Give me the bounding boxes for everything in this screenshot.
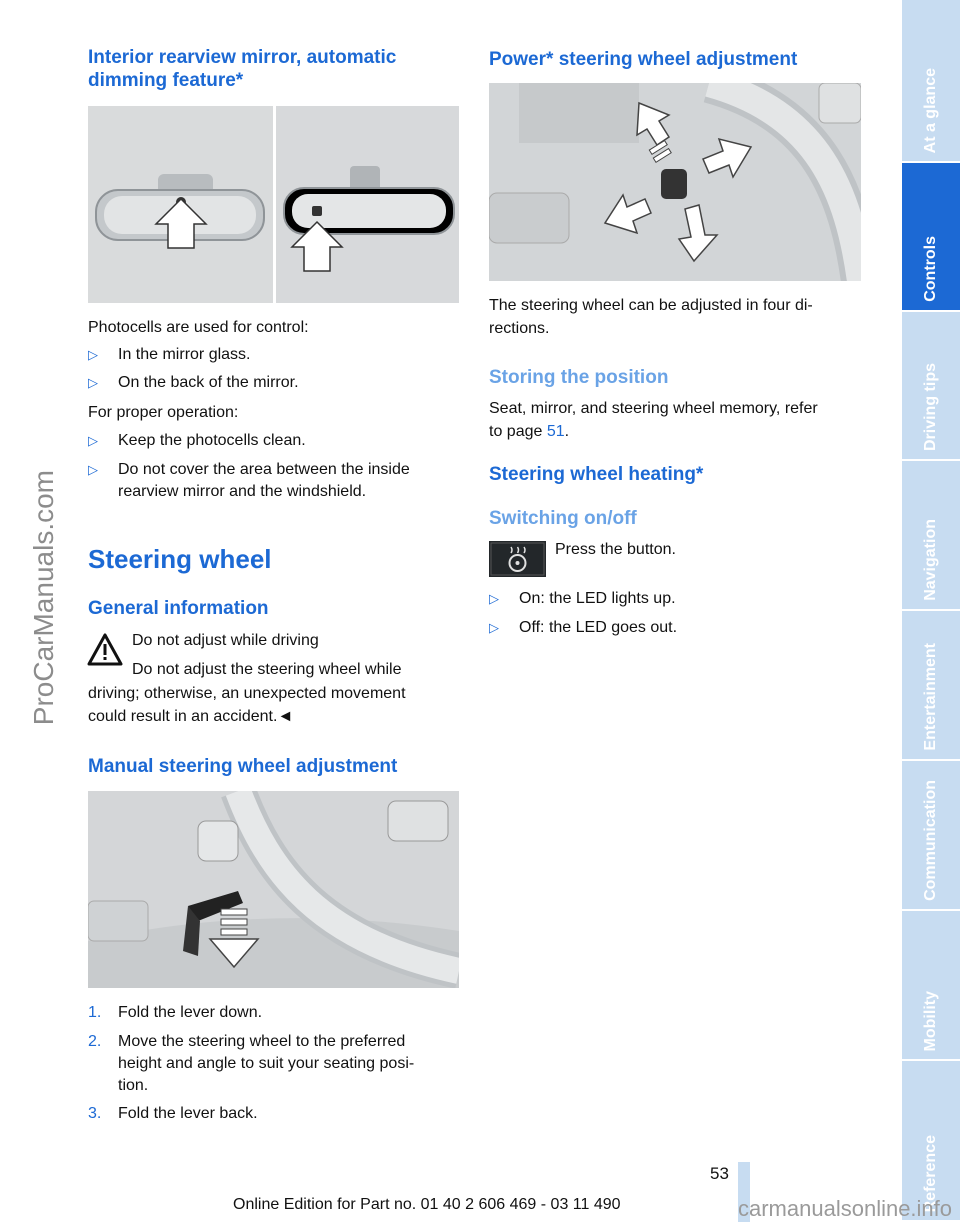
list-item: ▷ Off: the LED goes out.: [489, 617, 859, 639]
warning-heading: Do not adjust while driving: [132, 632, 319, 649]
bullet-icon: ▷: [88, 347, 98, 362]
bullet-icon: ▷: [88, 433, 98, 448]
bullet-icon: ▷: [88, 462, 98, 477]
page-number: 53: [710, 1164, 729, 1183]
list-item: ▷ On the back of the mirror.: [88, 372, 458, 394]
power-text-line2: rections.: [489, 320, 550, 337]
proper-operation-label: For proper operation:: [88, 404, 239, 421]
warning-text-line1: Do not adjust the steering wheel while: [132, 661, 402, 678]
mirror-section-title: [88, 46, 458, 92]
list-item: 1. Fold the lever down.: [88, 1004, 263, 1021]
mirror-illustration: [88, 106, 459, 303]
heating-title: Steering wheel heating*: [489, 464, 704, 485]
manual-adjust-title: Manual steering wheel adjustment: [88, 756, 398, 777]
list-item: 3. Fold the lever back.: [88, 1105, 258, 1122]
tab-navigation[interactable]: Navigation: [902, 461, 960, 611]
watermark-text: ProCarManuals.com: [28, 470, 59, 726]
storing-text-line2: to page 51.: [489, 423, 570, 440]
mirror-title-line1: Interior rearview mirror, automatic: [88, 47, 397, 68]
switching-title: Switching on/off: [489, 508, 637, 529]
site-watermark: carmanualsonline.info: [738, 1196, 953, 1221]
heating-button-icon: [489, 541, 546, 577]
mirror-title-line2: dimming feature*: [88, 70, 244, 91]
tab-mobility[interactable]: Mobility: [902, 911, 960, 1061]
list-item: ▷ Do not cover the area between the inside rearview mirror and the windshield.: [88, 461, 410, 500]
edition-text: Online Edition for Part no. 01 40 2 606 469 - 03 11 490: [233, 1196, 621, 1213]
power-adjust-illustration: [489, 83, 861, 281]
manual-adjust-illustration: [88, 791, 459, 988]
bullet-icon: ▷: [489, 591, 499, 606]
press-button-text: Press the button.: [555, 541, 676, 558]
general-info-title: General information: [88, 598, 269, 619]
tab-at-a-glance[interactable]: At a glance: [902, 0, 960, 163]
power-text-line1: The steering wheel can be adjusted in four di-: [489, 297, 813, 314]
power-adjust-title: Power* steering wheel adjustment: [489, 49, 798, 70]
warning-text-line3: could result in an accident.◄: [88, 708, 294, 725]
storing-title: Storing the position: [489, 367, 669, 388]
bullet-icon: ▷: [489, 620, 499, 635]
tab-controls[interactable]: Controls: [902, 163, 960, 312]
watermark: [28, 470, 68, 760]
storing-text-line1: Seat, mirror, and steering wheel memory, refer: [489, 400, 818, 417]
tab-entertainment[interactable]: Entertainment: [902, 611, 960, 761]
warning-text-line2: driving; otherwise, an unexpected movement: [88, 685, 406, 702]
page-link[interactable]: 51: [546, 423, 565, 440]
warning-icon: [87, 632, 123, 668]
photocells-intro: Photocells are used for control:: [88, 319, 309, 336]
bullet-icon: ▷: [88, 375, 98, 390]
list-item: ▷ On: the LED lights up.: [489, 588, 859, 610]
list-item: 2. Move the steering wheel to the preferred height and angle to suit your seating posi- tion.: [88, 1033, 415, 1094]
steering-wheel-title: Steering wheel: [88, 544, 272, 574]
tab-reference[interactable]: Reference: [902, 1061, 960, 1222]
list-item: ▷ Keep the photocells clean.: [88, 430, 458, 452]
list-item: ▷ In the mirror glass.: [88, 344, 458, 366]
tab-communication[interactable]: Communication: [902, 761, 960, 911]
tab-driving-tips[interactable]: Driving tips: [902, 312, 960, 461]
